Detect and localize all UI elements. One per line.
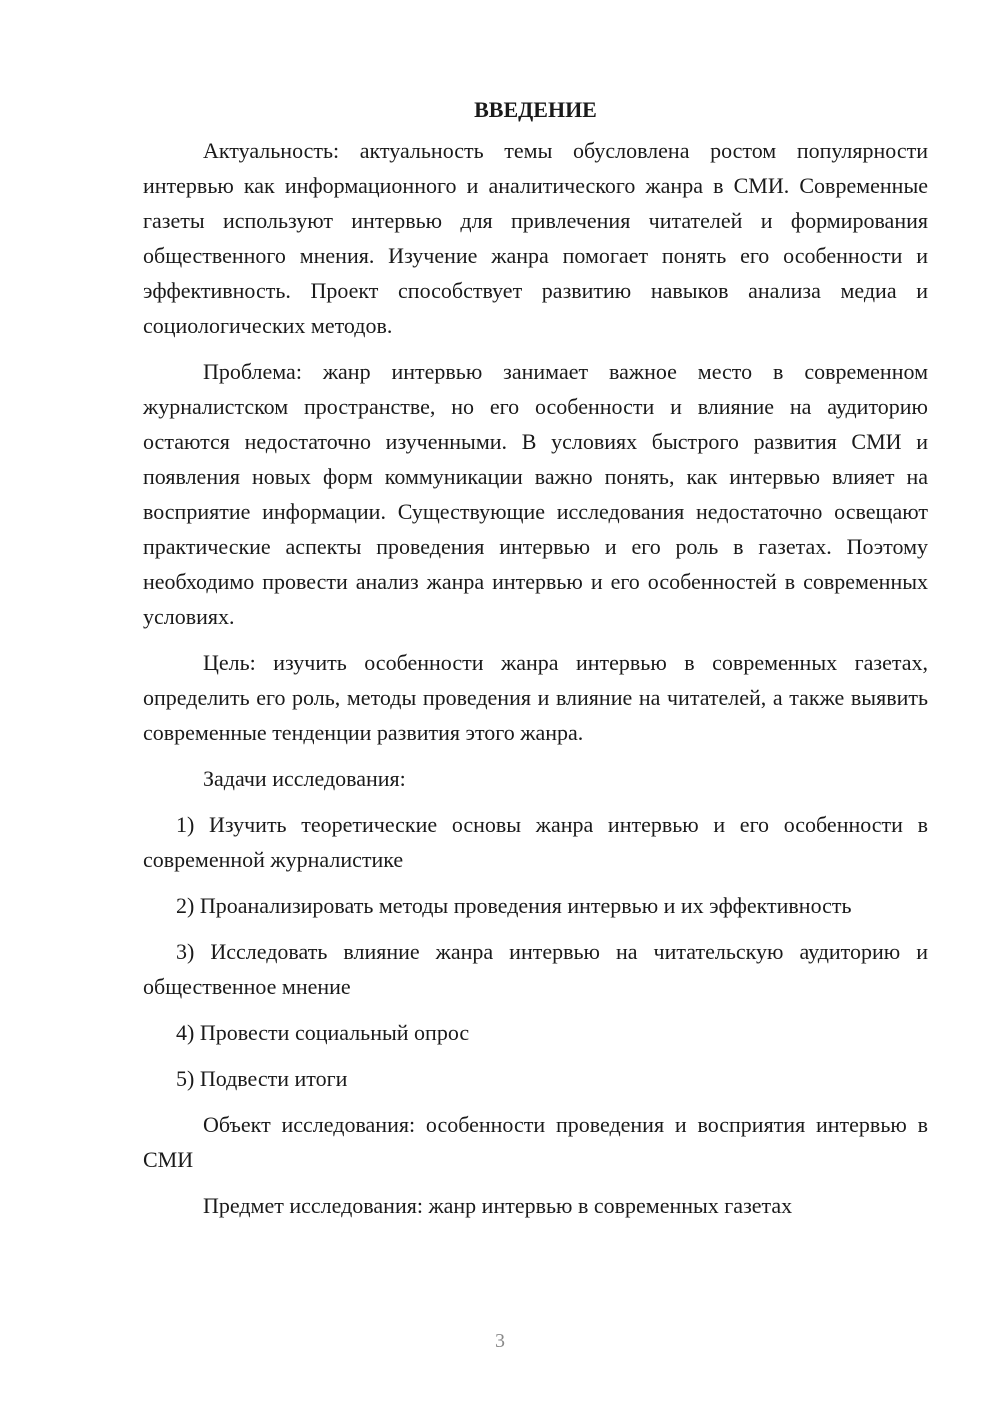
tasks-heading: Задачи исследования: xyxy=(203,766,406,791)
task-item-2: 2) Проанализировать методы проведения интервью и их эффективность xyxy=(176,893,852,918)
task-item-1: 1) Изучить теоретические основы жанра интервью и его особенности в современной журналистике xyxy=(143,812,928,872)
goal-paragraph: Цель: изучить особенности жанра интервью в современных газетах, определить его роль, методы проведения и влияние на читателей, а также выявить современные тенденции развития этого жанра. xyxy=(143,650,928,745)
page-number: 3 xyxy=(495,1330,505,1352)
object-paragraph: Объект исследования: особенности проведения и восприятия интервью в СМИ xyxy=(143,1112,928,1172)
task-item-3: 3) Исследовать влияние жанра интервью на читательскую аудиторию и общественное мнение xyxy=(143,939,928,999)
section-title: ВВЕДЕНИЕ xyxy=(474,97,597,122)
document-page xyxy=(143,92,928,1223)
problem-paragraph: Проблема: жанр интервью занимает важное место в современном журналистском пространстве, но его особенности и влияние на аудиторию остаются недостаточно изученными. В условиях быстрого развития СМИ и появления новых форм коммуникации важно понять, как интервью влияет на восприятие информации. Существующие исследования недостаточно освещают практические аспекты проведения интервью и его роль в газетах. Поэтому необходимо провести анализ жанра интервью и его особенностей в современных условиях. xyxy=(143,359,928,629)
task-item-5: 5) Подвести итоги xyxy=(176,1066,348,1091)
relevance-paragraph: Актуальность: актуальность темы обусловлена ростом популярности интервью как информационного и аналитического жанра в СМИ. Современные газеты используют интервью для привлечения читателей и формирования общественного мнения. Изучение жанра помогает понять его особенности и эффективность. Проект способствует развитию навыков анализа медиа и социологических методов. xyxy=(143,138,928,338)
subject-paragraph: Предмет исследования: жанр интервью в современных газетах xyxy=(203,1193,793,1218)
task-item-4: 4) Провести социальный опрос xyxy=(176,1020,470,1045)
